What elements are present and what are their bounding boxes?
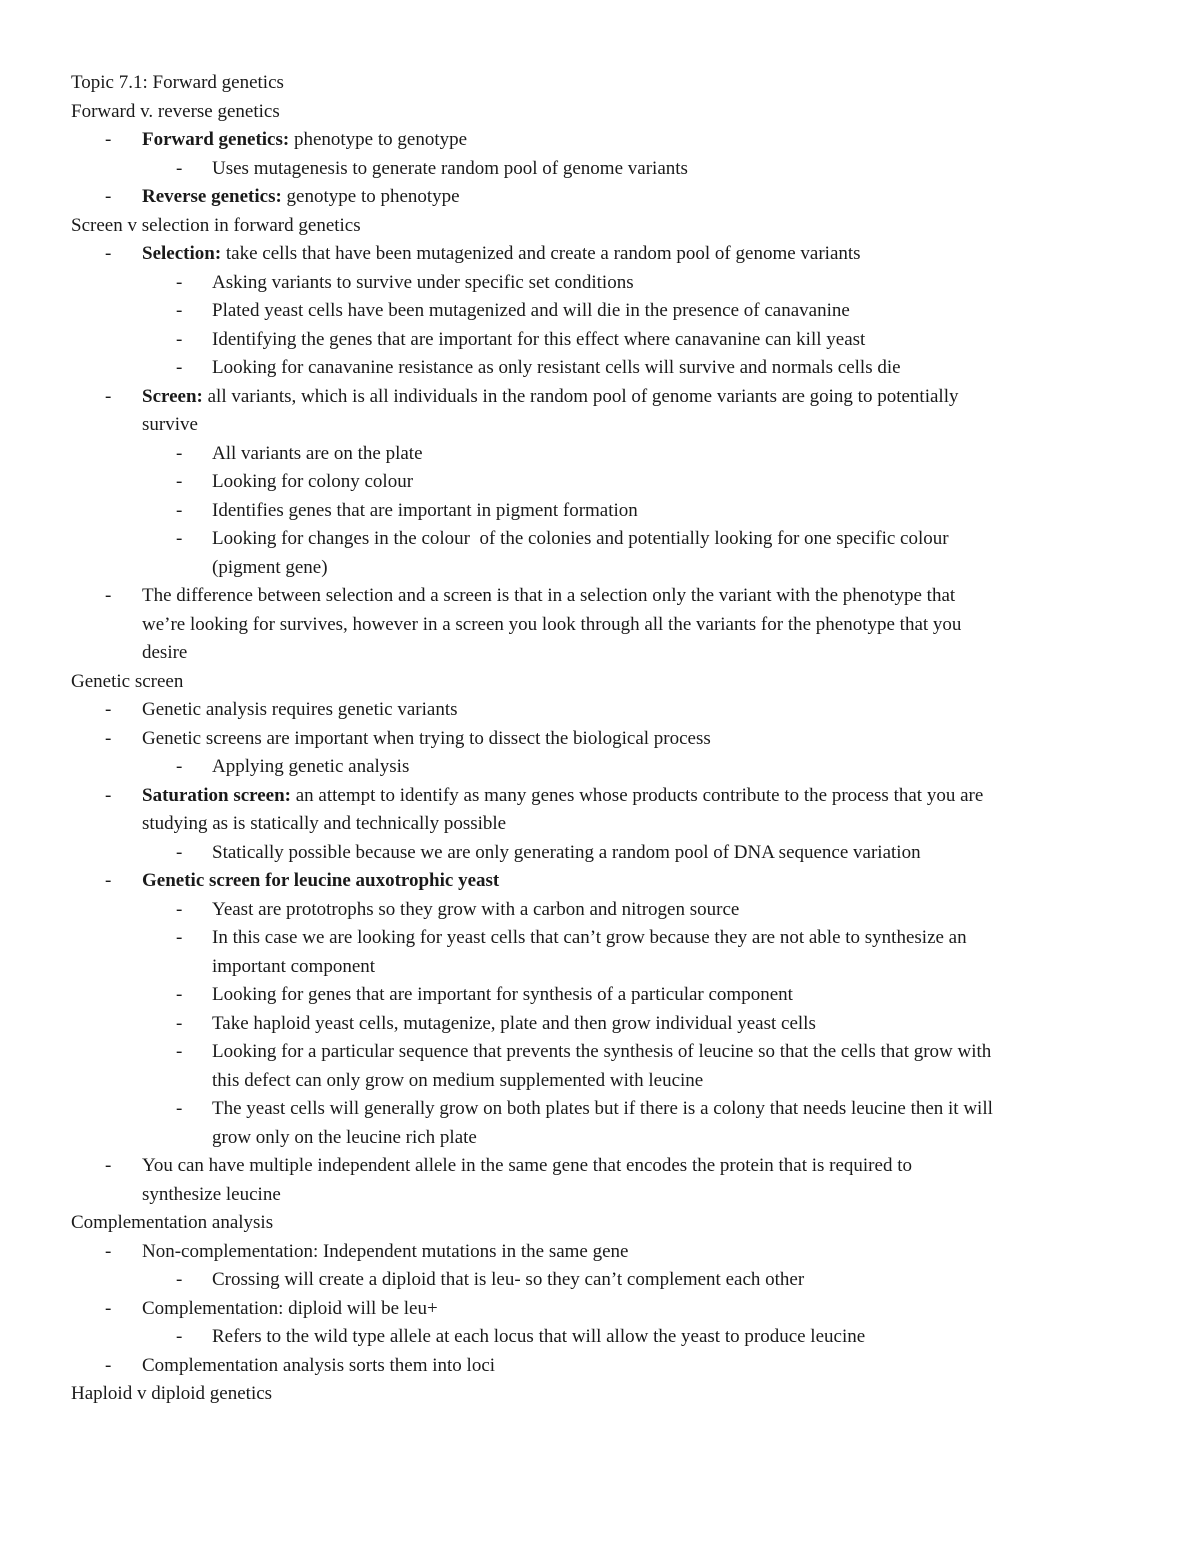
line-text: Genetic analysis requires genetic variants [142, 699, 458, 720]
list-item [0, 639, 1200, 668]
list-item [0, 981, 1200, 1010]
bold-term: Genetic screen for leucine auxotrophic yeast [142, 870, 500, 891]
list-item [0, 582, 1200, 611]
line-text: In this case we are looking for yeast cells that can’t grow because they are not able to synthesize an [212, 927, 967, 948]
bullet-dash: - [176, 499, 183, 521]
section-heading [0, 1380, 1200, 1409]
line-text: Genetic screens are important when trying to dissect the biological process [142, 727, 711, 749]
bullet-dash: - [105, 784, 112, 806]
list-item [0, 411, 1200, 440]
line-text: Refers to the wild type allele at each locus that will allow the yeast to produce leucine [212, 1326, 866, 1347]
list-item [0, 497, 1200, 526]
bullet-dash: - [176, 442, 183, 464]
line-text: Uses mutagenesis to generate random pool of genome variants [212, 157, 688, 179]
bullet-dash: - [176, 1269, 183, 1290]
list-item [0, 1010, 1200, 1039]
line-text: desire [142, 642, 188, 663]
list-item [0, 1295, 1200, 1324]
bullet-dash: - [176, 357, 183, 378]
line-text: this defect can only grow on medium supplemented with leucine [212, 1069, 704, 1091]
bullet-dash: - [176, 898, 183, 920]
list-item [0, 1323, 1200, 1352]
bullet-dash: - [176, 157, 183, 179]
list-item [0, 1238, 1200, 1267]
line-text: You can have multiple independent allele in the same gene that encodes the protein that is required to [142, 1155, 912, 1176]
line-text: Screen v selection in forward genetics [71, 214, 361, 236]
list-item [0, 611, 1200, 640]
list-item [0, 810, 1200, 839]
list-item [0, 354, 1200, 383]
list-item [0, 1152, 1200, 1181]
line-text: studying as is statically and technically possible [142, 813, 507, 834]
list-item [0, 269, 1200, 298]
bullet-dash: - [176, 756, 183, 777]
line-text: All variants are on the plate [212, 442, 423, 464]
line-text: Take haploid yeast cells, mutagenize, plate and then grow individual yeast cells [212, 1012, 816, 1034]
bullet-dash: - [176, 1012, 183, 1034]
line-text: grow only on the leucine rich plate [212, 1126, 477, 1148]
bullet-dash: - [176, 1098, 183, 1119]
bullet-dash: - [176, 271, 183, 293]
bold-term: Reverse genetics: [142, 186, 282, 207]
list-item [0, 896, 1200, 925]
bullet-dash: - [176, 841, 183, 863]
line-text: synthesize leucine [142, 1183, 281, 1205]
bullet-dash: - [105, 585, 112, 606]
line-text: Crossing will create a diploid that is leu- so they can’t complement each other [212, 1269, 805, 1290]
line-text: an attempt to identify as many genes whose products contribute to the process that you are [291, 784, 984, 806]
bullet-dash: - [105, 870, 112, 891]
line-text: Statically possible because we are only generating a random pool of DNA sequence variation [212, 841, 921, 863]
line-text: Complementation analysis sorts them into loci [142, 1354, 496, 1376]
list-item [0, 1266, 1200, 1295]
bullet-dash: - [176, 300, 183, 321]
list-item [0, 297, 1200, 326]
line-text: Yeast are prototrophs so they grow with a carbon and nitrogen source [212, 898, 740, 920]
list-item [0, 240, 1200, 269]
line-text: phenotype to genotype [289, 129, 468, 150]
list-item [0, 1181, 1200, 1210]
list-item [0, 183, 1200, 212]
line-text: Identifying the genes that are important for this effect where canavanine can kill yeast [212, 328, 866, 350]
section-heading [0, 1209, 1200, 1238]
document-page [0, 69, 1200, 1409]
list-item [0, 953, 1200, 982]
line-text: Complementation analysis [71, 1212, 274, 1233]
list-item [0, 126, 1200, 155]
line-text: genotype to phenotype [281, 186, 460, 207]
line-text: we’re looking for survives, however in a screen you look through all the variants for the phenotype that you [142, 613, 962, 635]
bullet-dash: - [105, 243, 112, 264]
list-item [0, 554, 1200, 583]
list-item [0, 326, 1200, 355]
list-item [0, 155, 1200, 184]
list-item [0, 1095, 1200, 1124]
bold-term: Forward genetics: [142, 129, 290, 150]
list-item [0, 867, 1200, 896]
bullet-dash: - [176, 1041, 183, 1062]
bullet-dash: - [105, 385, 112, 407]
line-text: Looking for colony colour [212, 471, 414, 492]
list-item [0, 753, 1200, 782]
line-text: Non-complementation: Independent mutations in the same gene [142, 1240, 629, 1262]
line-text: The difference between selection and a screen is that in a selection only the variant with the phenotype that [142, 585, 956, 606]
line-text: Topic 7.1: Forward genetics [71, 72, 284, 93]
section-heading [0, 212, 1200, 241]
bold-term: Selection: [142, 243, 222, 264]
bullet-dash: - [105, 129, 112, 150]
line-text: Identifies genes that are important in pigment formation [212, 499, 638, 521]
list-item [0, 924, 1200, 953]
bullet-dash: - [105, 699, 112, 720]
bullet-dash: - [176, 1326, 183, 1347]
bullet-dash: - [105, 1240, 112, 1262]
line-text: Asking variants to survive under specific set conditions [212, 271, 634, 293]
list-item [0, 1038, 1200, 1067]
line-text: The yeast cells will generally grow on both plates but if there is a colony that needs leucine then it will [212, 1098, 993, 1119]
section-heading [0, 668, 1200, 697]
list-item [0, 1352, 1200, 1381]
line-text: Plated yeast cells have been mutagenized and will die in the presence of canavanine [212, 300, 850, 321]
line-text: Looking for canavanine resistance as only resistant cells will survive and normals cells die [212, 357, 901, 378]
bullet-dash: - [176, 927, 183, 948]
list-item [0, 440, 1200, 469]
list-item [0, 1124, 1200, 1153]
bullet-dash: - [105, 1297, 112, 1319]
bullet-dash: - [176, 328, 183, 350]
line-text: important component [212, 955, 376, 977]
line-text: Looking for genes that are important for synthesis of a particular component [212, 984, 793, 1005]
bullet-dash: - [176, 528, 183, 549]
section-heading [0, 98, 1200, 127]
line-text: Looking for a particular sequence that prevents the synthesis of leucine so that the cells that grow with [212, 1041, 992, 1062]
line-text: (pigment gene) [212, 556, 328, 578]
list-item [0, 468, 1200, 497]
list-item [0, 696, 1200, 725]
line-text: Genetic screen [71, 670, 184, 692]
section-heading [0, 69, 1200, 98]
bold-term: Saturation screen: [142, 784, 291, 806]
list-item [0, 725, 1200, 754]
list-item [0, 383, 1200, 412]
bullet-dash: - [176, 984, 183, 1005]
list-item [0, 839, 1200, 868]
line-text: Haploid v diploid genetics [71, 1383, 273, 1404]
bold-term: Screen: [142, 385, 203, 407]
list-item [0, 1067, 1200, 1096]
line-text: Looking for changes in the colour of the colonies and potentially looking for one specific colour [212, 528, 949, 549]
list-item [0, 782, 1200, 811]
list-item [0, 525, 1200, 554]
line-text: survive [142, 414, 198, 435]
bullet-dash: - [176, 471, 183, 492]
bullet-dash: - [105, 186, 112, 207]
line-text: Applying genetic analysis [212, 756, 410, 777]
line-text: Complementation: diploid will be leu+ [142, 1297, 438, 1319]
line-text: all variants, which is all individuals in the random pool of genome variants are going to potentially [202, 385, 959, 407]
bullet-dash: - [105, 1354, 112, 1376]
line-text: Forward v. reverse genetics [71, 100, 280, 122]
bullet-dash: - [105, 1155, 112, 1176]
bullet-dash: - [105, 727, 112, 749]
line-text: take cells that have been mutagenized and create a random pool of genome variants [221, 243, 861, 264]
